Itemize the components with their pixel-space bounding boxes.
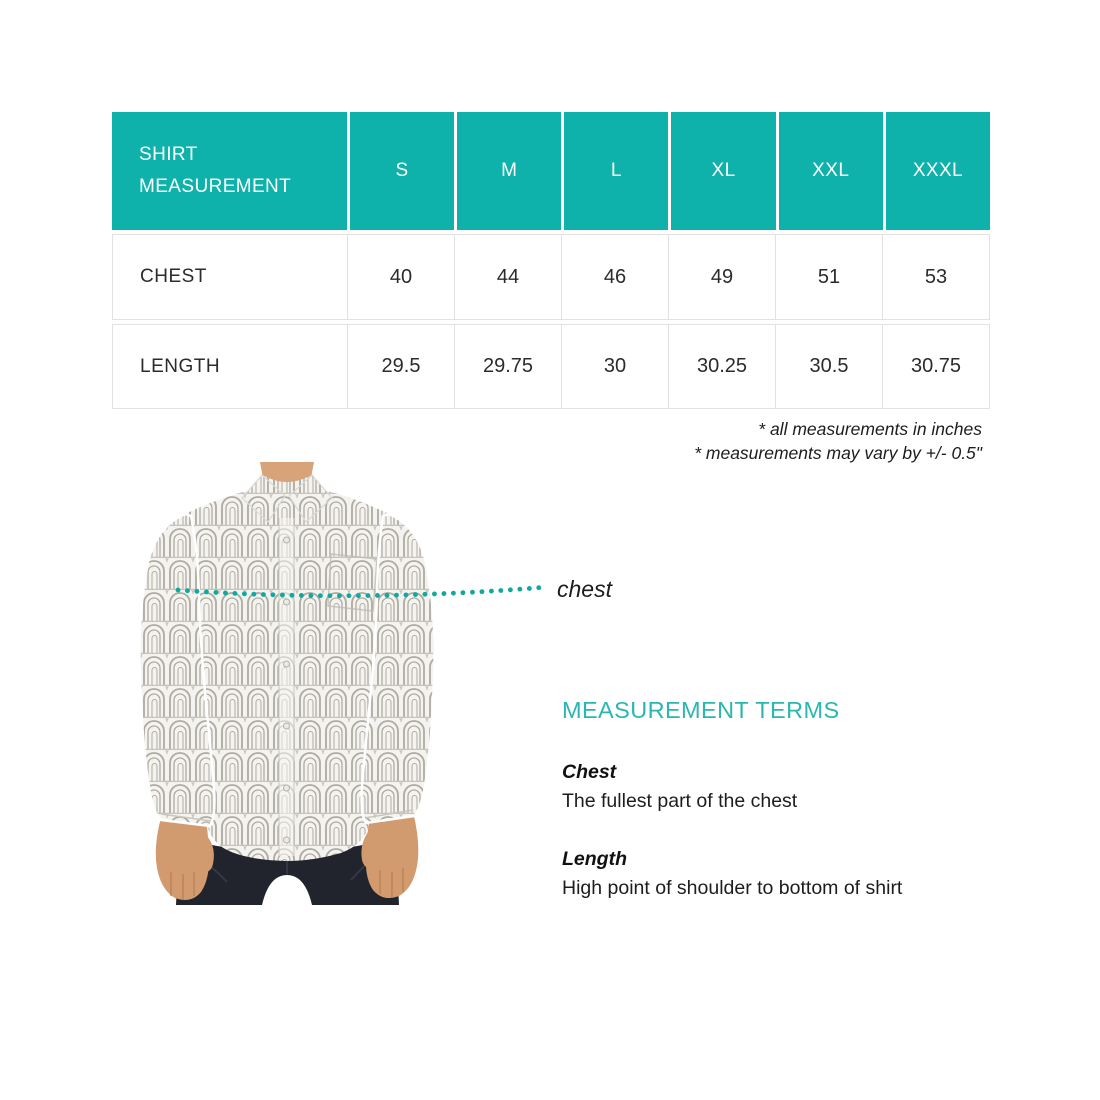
chest-value-l: 46: [561, 235, 668, 319]
shirt-model-photo: [115, 462, 460, 905]
row-label-chest: CHEST: [140, 266, 207, 287]
length-value-xxxl: 30.75: [882, 325, 989, 408]
footnote-inches: * all measurements in inches: [758, 419, 982, 439]
measurement-terms-list: [562, 758, 902, 932]
table-row-length: [112, 324, 990, 409]
term-length-definition: High point of shoulder to bottom of shirt: [562, 877, 903, 899]
chest-value-s: 40: [347, 235, 454, 319]
header-cell-size-m: M: [454, 112, 561, 230]
header-cell-size-xl: XL: [668, 112, 775, 230]
chest-value-xxxl: 53: [882, 235, 989, 319]
chest-value-xl: 49: [668, 235, 775, 319]
length-value-l: 30: [561, 325, 668, 408]
term-chest-definition: The fullest part of the chest: [562, 790, 798, 812]
measurement-footnotes: [694, 417, 982, 465]
header-cell-shirt-measurement: [112, 112, 347, 230]
size-chart-table: [112, 112, 990, 409]
chest-line-label: chest: [557, 576, 612, 602]
chest-value-xxl: 51: [775, 235, 882, 319]
measurement-terms-heading: MEASUREMENT TERMS: [562, 697, 840, 723]
length-value-xl: 30.25: [668, 325, 775, 408]
length-value-xxl: 30.5: [775, 325, 882, 408]
header-cell-size-xxxl: XXXL: [883, 112, 990, 230]
length-value-s: 29.5: [347, 325, 454, 408]
header-cell-size-xxl: XXL: [776, 112, 883, 230]
length-value-m: 29.75: [454, 325, 561, 408]
row-label-length: LENGTH: [140, 355, 221, 377]
footnote-variance: * measurements may vary by +/- 0.5": [694, 443, 982, 463]
header-cell-size-l: L: [561, 112, 668, 230]
header-label: SHIRT MEASUREMENT: [139, 144, 292, 197]
table-header-row: [112, 112, 990, 230]
term-length: Length: [562, 848, 627, 870]
table-row-chest: [112, 234, 990, 320]
header-cell-size-s: S: [347, 112, 454, 230]
chest-value-m: 44: [454, 235, 561, 319]
term-chest: Chest: [562, 761, 617, 783]
